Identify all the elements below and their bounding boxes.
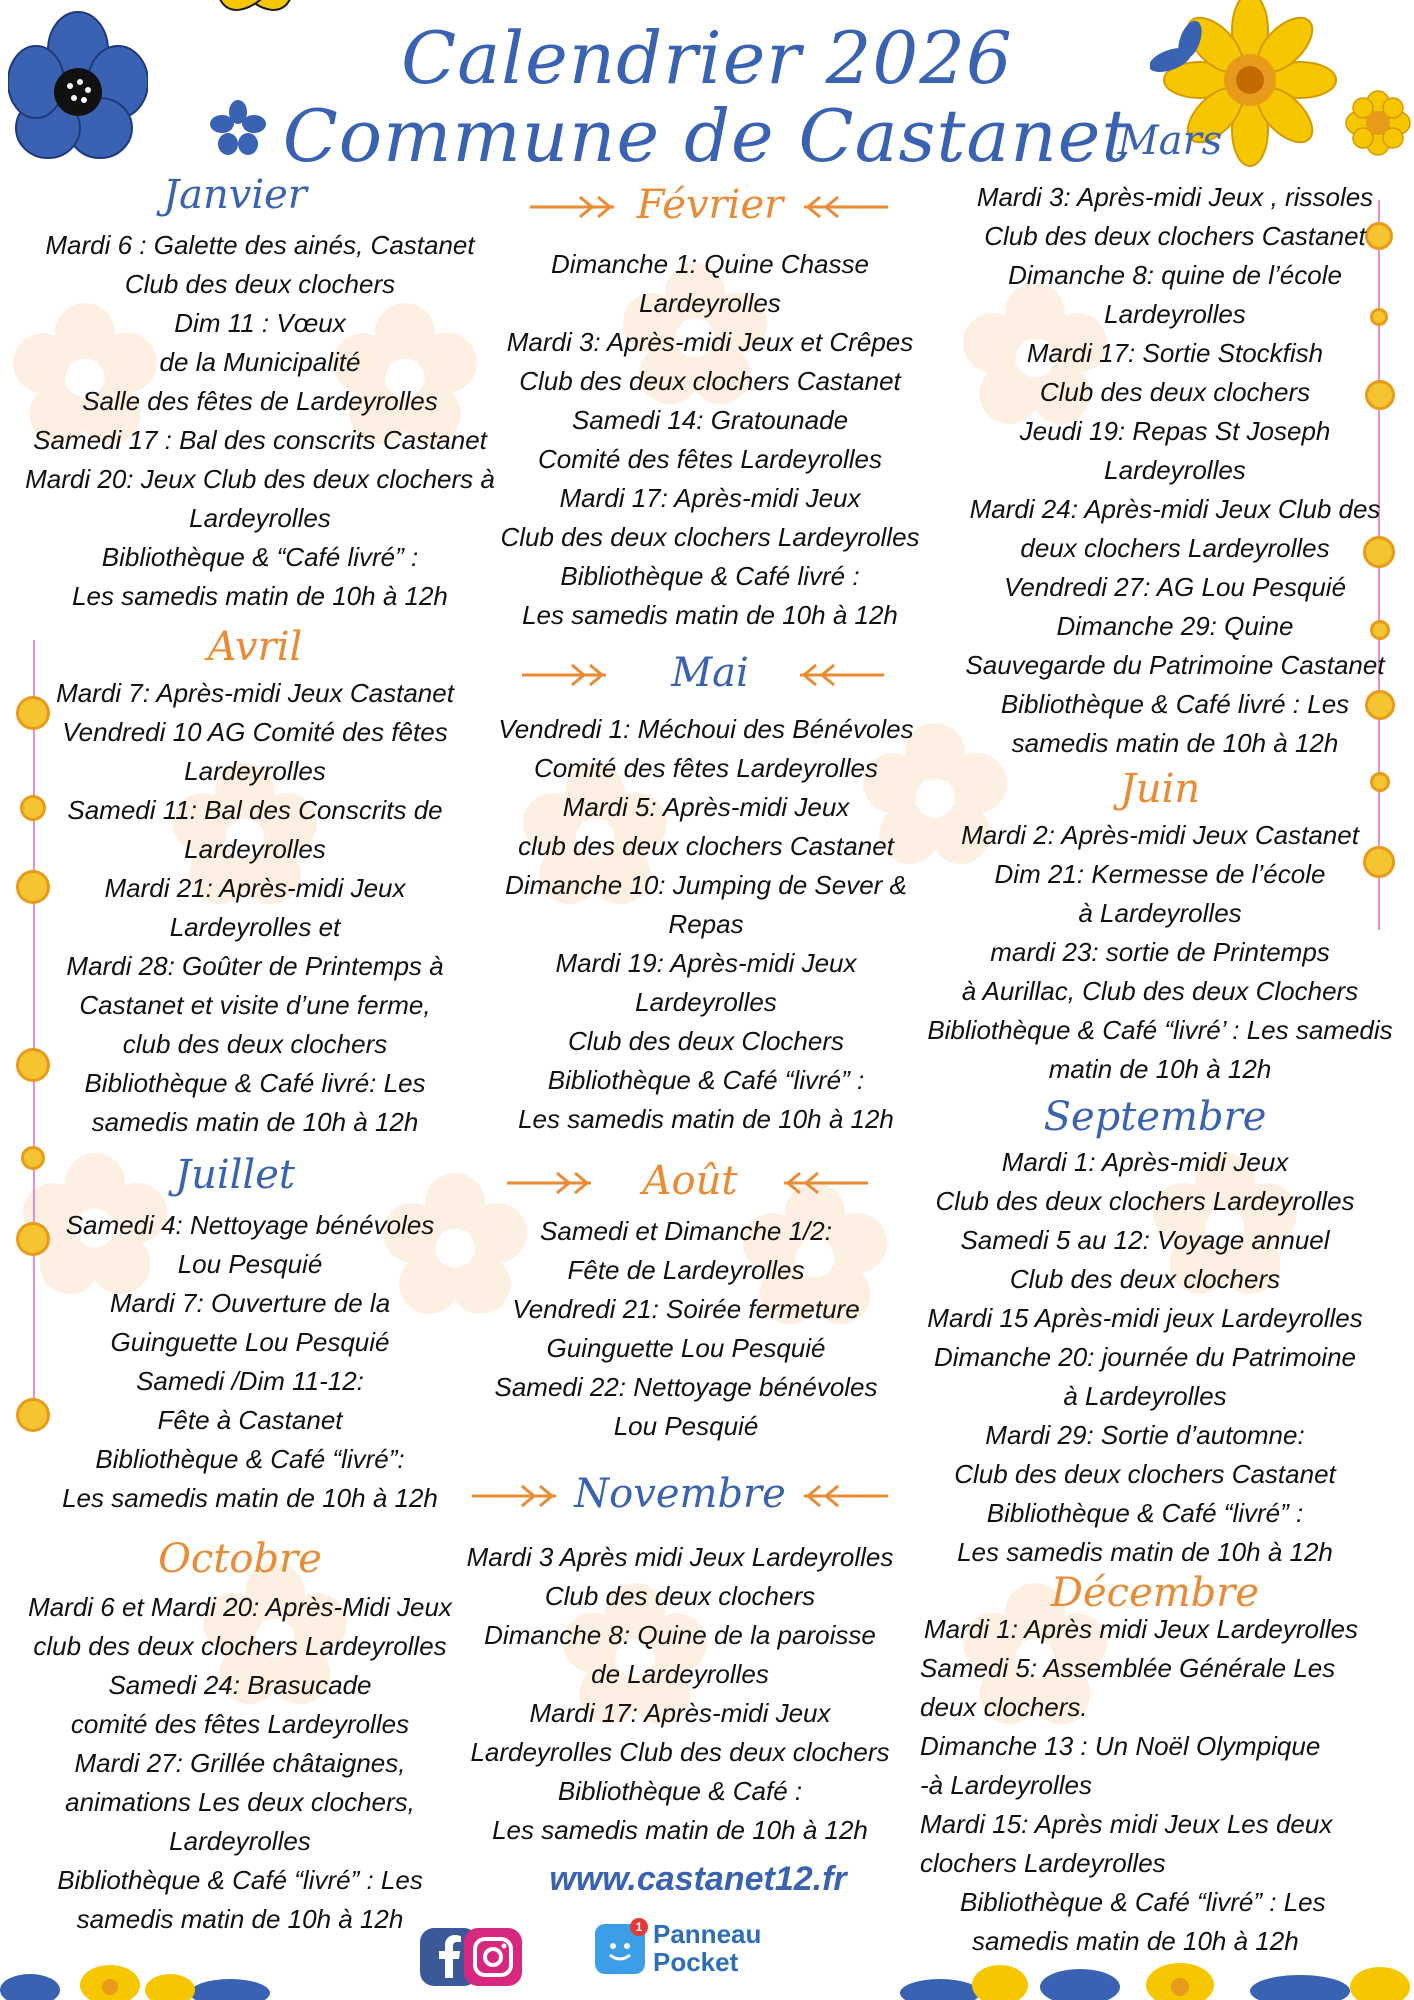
- event-line: Guinguette Lou Pesquié: [546, 1333, 826, 1363]
- event-line: Bibliothèque & Café “livré” :: [547, 1065, 865, 1095]
- event-line: Dim 21: Kermesse de l’école: [994, 859, 1326, 889]
- event-line: Vendredi 21: Soirée fermeture: [512, 1294, 860, 1324]
- month-title-juillet: Juillet: [175, 1152, 295, 1198]
- event-line: Club des deux clochers Lardeyrolles: [500, 522, 920, 552]
- month-title-mars: Mars: [1117, 118, 1223, 164]
- event-line: Bibliothèque & Café “livré” :: [986, 1498, 1304, 1528]
- month-title-aout: Août: [642, 1158, 738, 1204]
- event-line: Mardi 17: Sortie Stockfish: [1026, 338, 1324, 368]
- event-line: Club des deux clochers: [1009, 1264, 1281, 1294]
- arrow-left-icon: [796, 663, 886, 687]
- event-line: Club des deux clochers: [124, 269, 396, 299]
- month-title-avril: Avril: [207, 624, 303, 670]
- event-line: Mardi 15: Après midi Jeux Les deux: [920, 1809, 1333, 1839]
- event-line: Mardi 5: Après-midi Jeux: [562, 792, 850, 822]
- event-line: Mardi 24: Après-midi Jeux Club des: [969, 494, 1381, 524]
- event-line: Samedi 11: Bal des Conscrits de: [67, 795, 443, 825]
- event-line: Lardeyrolles: [635, 987, 777, 1017]
- page-title-line2: Commune de Castanet: [282, 94, 1132, 178]
- event-line: Samedi 24: Brasucade: [108, 1670, 372, 1700]
- event-line: Samedi 17 : Bal des conscrits Castanet: [33, 425, 487, 455]
- month-title-decembre: Décembre: [1050, 1570, 1260, 1616]
- event-line: Guinguette Lou Pesquié: [110, 1327, 390, 1357]
- event-line: Lardeyrolles Club des deux clochers: [470, 1737, 890, 1767]
- arrow-right-icon: [520, 663, 610, 687]
- events-novembre: [440, 1538, 920, 1850]
- event-line: Lardeyrolles: [1104, 455, 1246, 485]
- dot-icon: [1370, 772, 1390, 792]
- event-line: Les samedis matin de 10h à 12h: [518, 1104, 894, 1134]
- website-link[interactable]: www.castanet12.fr: [549, 1860, 847, 1898]
- event-line: Vendredi 1: Méchoui des Bénévoles: [498, 714, 914, 744]
- event-line: Bibliothèque & Café “livré’ : Les samedis: [927, 1015, 1393, 1045]
- event-line: Les samedis matin de 10h à 12h: [492, 1815, 868, 1845]
- panneaupocket-text: [653, 1920, 761, 1976]
- event-line: Lardeyrolles: [639, 288, 781, 318]
- event-line: animations Les deux clochers,: [65, 1787, 415, 1817]
- event-line: Salle des fêtes de Lardeyrolles: [82, 386, 438, 416]
- events-juin: [910, 816, 1410, 1089]
- event-line: Mardi 20: Jeux Club des deux clochers à: [25, 464, 495, 494]
- month-title-janvier: Janvier: [163, 172, 307, 218]
- event-line: Mardi 27: Grillée châtaignes,: [74, 1748, 406, 1778]
- instagram-icon[interactable]: [464, 1928, 522, 1986]
- month-title-novembre: Novembre: [574, 1471, 786, 1517]
- event-line: samedis matin de 10h à 12h: [91, 1107, 419, 1137]
- event-line: Dimanche 8: quine de l’école: [1008, 260, 1342, 290]
- event-line: Bibliothèque & Café “livré” : Les: [960, 1887, 1326, 1917]
- event-line: Comité des fêtes Lardeyrolles: [534, 753, 878, 783]
- event-line: à Lardeyrolles: [1078, 898, 1242, 928]
- bottom-left-flowers-icon: [0, 1955, 300, 2000]
- event-line: de la Municipalité: [159, 347, 361, 377]
- event-line: Samedi /Dim 11-12:: [136, 1366, 364, 1396]
- month-title-juin: Juin: [1119, 766, 1201, 812]
- event-line: Samedi 14: Gratounade: [571, 405, 849, 435]
- event-line: Mardi 17: Après-midi Jeux: [529, 1698, 831, 1728]
- event-line: à Lardeyrolles: [1063, 1381, 1227, 1411]
- event-line: Club des deux clochers Castanet: [984, 221, 1366, 251]
- event-line: Dim 11 : Vœux: [174, 308, 346, 338]
- event-line: Mardi 15 Après-midi jeux Lardeyrolles: [927, 1303, 1363, 1333]
- event-line: Repas: [668, 909, 744, 939]
- event-line: samedis matin de 10h à 12h: [76, 1904, 404, 1934]
- event-line: samedis matin de 10h à 12h: [972, 1926, 1299, 1956]
- panneaupocket-line2: Pocket: [653, 1947, 739, 1977]
- event-line: Dimanche 13 : Un Noël Olympique: [920, 1731, 1321, 1761]
- event-line: Bibliothèque & Café livré: Les: [84, 1068, 426, 1098]
- events-avril: [0, 674, 510, 1142]
- events-mai: [466, 710, 946, 1139]
- page-title-line1: Calendrier 2026: [401, 16, 1013, 100]
- event-line: Vendredi 27: AG Lou Pesquié: [1003, 572, 1347, 602]
- event-line: Club des deux clochers Castanet: [954, 1459, 1336, 1489]
- arrow-right-icon: [528, 195, 618, 219]
- event-line: Les samedis matin de 10h à 12h: [957, 1537, 1333, 1567]
- event-line: Mardi 7: Après-midi Jeux Castanet: [56, 678, 454, 708]
- events-octobre: [0, 1588, 480, 1939]
- events-fevrier: [470, 245, 950, 635]
- event-line: Dimanche 8: Quine de la paroisse: [484, 1620, 876, 1650]
- event-line: de Lardeyrolles: [591, 1659, 769, 1689]
- events-decembre: [920, 1610, 1400, 1961]
- event-line: à Aurillac, Club des deux Clochers: [961, 976, 1359, 1006]
- event-line: Lardeyrolles: [189, 503, 331, 533]
- events-septembre: [905, 1143, 1385, 1572]
- event-line: Samedi et Dimanche 1/2:: [540, 1216, 832, 1246]
- event-line: deux clochers.: [920, 1692, 1088, 1722]
- event-line: Dimanche 29: Quine: [1056, 611, 1294, 641]
- event-line: Samedi 5 au 12: Voyage annuel: [960, 1225, 1330, 1255]
- event-line: Club des deux clochers Lardeyrolles: [935, 1186, 1355, 1216]
- event-line: deux clochers Lardeyrolles: [1020, 533, 1330, 563]
- arrow-right-icon: [505, 1171, 595, 1195]
- event-line: Vendredi 10 AG Comité des fêtes: [62, 717, 448, 747]
- event-line: Bibliothèque & Café “livré”:: [95, 1444, 405, 1474]
- event-line: Mardi 3: Après-midi Jeux , rissoles: [976, 182, 1374, 212]
- bottom-right-flowers-icon: [880, 1955, 1414, 2000]
- events-aout: [446, 1212, 926, 1446]
- event-line: Comité des fêtes Lardeyrolles: [538, 444, 882, 474]
- event-line: Bibliothèque & Café livré :: [560, 561, 860, 591]
- event-line: Mardi 2: Après-midi Jeux Castanet: [961, 820, 1359, 850]
- event-line: Mardi 1: Après-midi Jeux: [1001, 1147, 1289, 1177]
- event-line: Fête de Lardeyrolles: [567, 1255, 805, 1285]
- event-line: Club des deux Clochers: [567, 1026, 845, 1056]
- dot-icon: [21, 1146, 45, 1170]
- event-line: Club des deux clochers Castanet: [519, 366, 901, 396]
- month-title-octobre: Octobre: [158, 1536, 322, 1582]
- event-line: mardi 23: sortie de Printemps: [990, 937, 1330, 967]
- event-line: Lou Pesquié: [177, 1249, 323, 1279]
- event-line: Samedi 5: Assemblée Générale Les: [920, 1653, 1336, 1683]
- event-line: matin de 10h à 12h: [1048, 1054, 1272, 1084]
- event-line: Lardeyrolles et: [169, 912, 341, 942]
- event-line: Samedi 4: Nettoyage bénévoles: [65, 1210, 435, 1240]
- event-line: Bibliothèque & Café “livré” : Les: [57, 1865, 423, 1895]
- event-line: Bibliothèque & Café :: [557, 1776, 803, 1806]
- event-line: Les samedis matin de 10h à 12h: [72, 581, 448, 611]
- event-line: Lardeyrolles: [169, 1826, 311, 1856]
- event-line: Mardi 17: Après-midi Jeux: [559, 483, 861, 513]
- event-line: club des deux clochers: [122, 1029, 388, 1059]
- event-line: Mardi 19: Après-midi Jeux: [555, 948, 857, 978]
- event-line: Dimanche 1: Quine Chasse: [551, 249, 869, 279]
- event-line: Mardi 28: Goûter de Printemps à: [66, 951, 444, 981]
- event-line: -à Lardeyrolles: [920, 1770, 1092, 1800]
- event-line: Mardi 21: Après-midi Jeux: [104, 873, 406, 903]
- event-line: Club des deux clochers: [1039, 377, 1311, 407]
- event-line: Lardeyrolles: [184, 834, 326, 864]
- arrow-left-icon: [800, 195, 890, 219]
- event-line: Dimanche 10: Jumping de Sever &: [505, 870, 907, 900]
- event-line: Mardi 3: Après-midi Jeux et Crêpes: [506, 327, 914, 357]
- event-line: Samedi 22: Nettoyage bénévoles: [494, 1372, 878, 1402]
- month-title-septembre: Septembre: [1043, 1094, 1267, 1140]
- month-title-fevrier: Février: [636, 182, 784, 228]
- event-line: Mardi 29: Sortie d’automne:: [985, 1420, 1305, 1450]
- events-juillet: [0, 1206, 500, 1518]
- event-line: Bibliothèque & “Café livré” :: [101, 542, 419, 572]
- event-line: Mardi 6 : Galette des ainés, Castanet: [45, 230, 475, 260]
- event-line: Sauvegarde du Patrimoine Castanet: [965, 650, 1385, 680]
- panneaupocket-line1: Panneau: [653, 1919, 762, 1949]
- event-line: Dimanche 20: journée du Patrimoine: [933, 1342, 1357, 1372]
- panneaupocket-logo[interactable]: [595, 1918, 825, 1982]
- events-janvier: [0, 226, 520, 616]
- arrow-left-icon: [780, 1171, 870, 1195]
- event-line: Fête à Castanet: [157, 1405, 343, 1435]
- event-line: club des deux clochers Lardeyrolles: [33, 1631, 447, 1661]
- event-line: Mardi 3 Après midi Jeux Lardeyrolles: [466, 1542, 894, 1572]
- arrow-right-icon: [470, 1484, 560, 1508]
- event-line: Lardeyrolles: [184, 756, 326, 786]
- month-title-mai: Mai: [671, 650, 749, 696]
- notification-badge: 1: [630, 1918, 648, 1936]
- event-line: Lou Pesquié: [613, 1411, 759, 1441]
- event-line: samedis matin de 10h à 12h: [1011, 728, 1339, 758]
- event-line: Castanet et visite d’une ferme,: [79, 990, 431, 1020]
- event-line: Mardi 1: Après midi Jeux Lardeyrolles: [924, 1614, 1358, 1644]
- event-line: clochers Lardeyrolles: [920, 1848, 1166, 1878]
- event-line: Les samedis matin de 10h à 12h: [62, 1483, 438, 1513]
- event-line: Mardi 6 et Mardi 20: Après-Midi Jeux: [28, 1592, 452, 1622]
- events-mars: [935, 178, 1414, 763]
- event-line: Les samedis matin de 10h à 12h: [522, 600, 898, 630]
- arrow-left-icon: [800, 1484, 890, 1508]
- event-line: Mardi 7: Ouverture de la: [109, 1288, 391, 1318]
- event-line: Bibliothèque & Café livré : Les: [1000, 689, 1350, 719]
- event-line: Club des deux clochers: [544, 1581, 816, 1611]
- event-line: Jeudi 19: Repas St Joseph: [1019, 416, 1331, 446]
- event-line: comité des fêtes Lardeyrolles: [70, 1709, 410, 1739]
- event-line: Lardeyrolles: [1104, 299, 1246, 329]
- event-line: club des deux clochers Castanet: [518, 831, 894, 861]
